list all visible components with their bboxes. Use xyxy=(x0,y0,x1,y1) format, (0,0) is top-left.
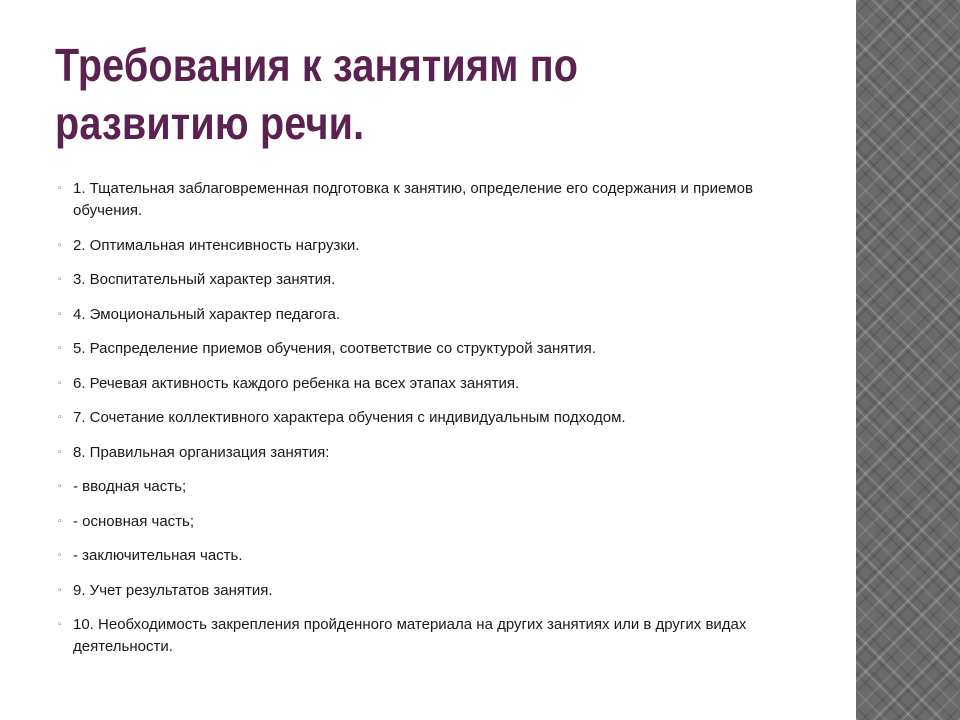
list-item-text: 4. Эмоциональный характер педагога. xyxy=(73,305,341,323)
list-item xyxy=(58,614,778,658)
list-item-text: - основная часть; xyxy=(73,512,195,530)
list-item xyxy=(58,511,778,533)
list-item xyxy=(58,338,778,360)
list-item xyxy=(58,269,778,291)
bullet-icon: ▫ xyxy=(58,183,62,194)
bullet-icon: ▫ xyxy=(58,515,62,527)
list-item xyxy=(58,407,778,429)
list-item xyxy=(58,373,778,395)
bullet-icon: ▫ xyxy=(58,239,62,251)
list-item-text: - заключительная часть. xyxy=(73,547,243,564)
bullet-icon: ▫ xyxy=(58,308,62,320)
bullet-icon: ▫ xyxy=(58,481,62,492)
bullet-icon: ▫ xyxy=(58,550,62,561)
bullet-icon: ▫ xyxy=(58,584,62,596)
bullet-icon: ▫ xyxy=(58,343,62,354)
list-item-text: 10. Необходимость закрепления пройденного материала на других занятиях или в других видах деятельности. xyxy=(73,616,747,655)
list-item xyxy=(58,304,778,326)
list-item-text: 1. Тщательная заблаговременная подготовка к занятию, определение его содержания и приемов обучения. xyxy=(73,180,753,219)
list-item xyxy=(58,178,778,222)
list-item xyxy=(58,442,778,464)
list-item-text: 3. Воспитательный характер занятия. xyxy=(73,271,336,288)
list-item-text: 6. Речевая активность каждого ребенка на всех этапах занятия. xyxy=(73,374,520,392)
bullet-icon: ▫ xyxy=(58,412,62,423)
list-item-text: 8. Правильная организация занятия: xyxy=(73,443,330,461)
list-item-text: 9. Учет результатов занятия. xyxy=(73,581,273,599)
bullet-icon: ▫ xyxy=(58,619,62,630)
decorative-pattern-band xyxy=(856,0,960,720)
bullet-icon: ▫ xyxy=(58,377,62,389)
list-item xyxy=(58,235,778,257)
bullet-icon: ▫ xyxy=(58,446,62,458)
bullet-icon: ▫ xyxy=(58,274,62,285)
list-item-text: - вводная часть; xyxy=(73,478,187,495)
list-item xyxy=(58,476,778,498)
list-item xyxy=(58,580,778,602)
list-item-text: 2. Оптимальная интенсивность нагрузки. xyxy=(73,236,360,254)
list-item-text: 5. Распределение приемов обучения, соответствие со структурой занятия. xyxy=(73,340,596,357)
list-item xyxy=(58,545,778,567)
list-item-text: 7. Сочетание коллективного характера обучения с индивидуальным подходом. xyxy=(73,409,626,426)
requirements-list xyxy=(58,178,778,671)
slide-title: Требования к занятиям по развитию речи. xyxy=(55,39,579,149)
